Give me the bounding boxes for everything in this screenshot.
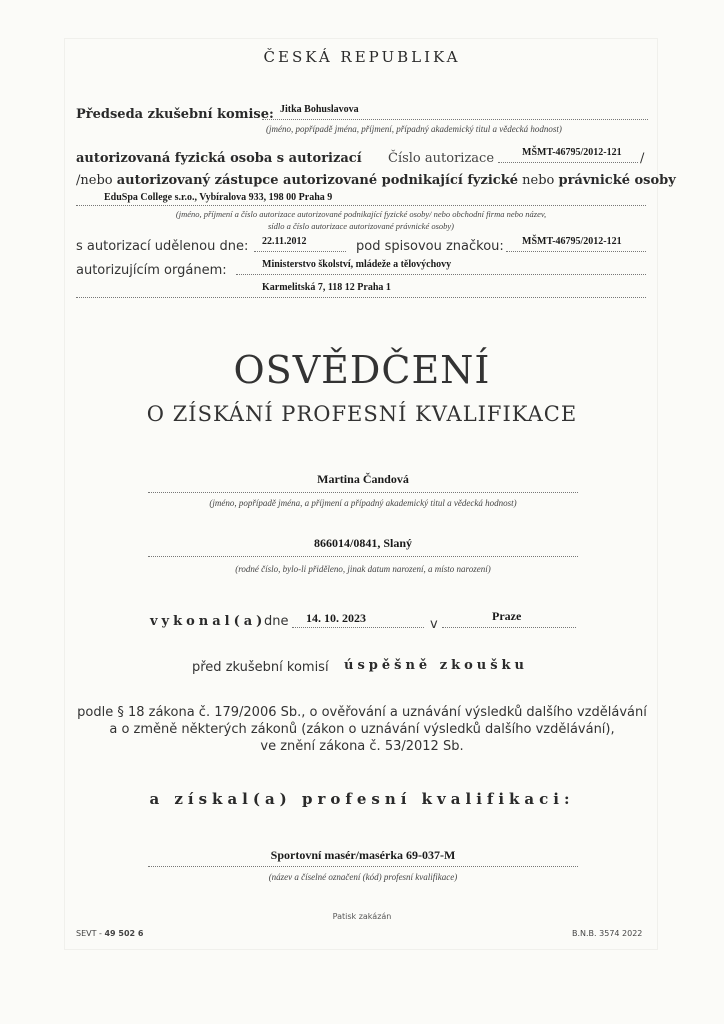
certificate-title: OSVĚDČENÍ bbox=[233, 348, 491, 392]
place-label: v bbox=[430, 617, 438, 632]
holder-birth-note: (rodné číslo, bylo-li přiděleno, jinak datum narození, a místo narození) bbox=[235, 564, 491, 574]
holder-name: Martina Čandová bbox=[317, 472, 409, 486]
exam-place-line bbox=[442, 627, 576, 628]
authorization-number-line bbox=[498, 162, 638, 163]
representative-bold-2: právnické osoby bbox=[558, 173, 676, 188]
exam-place: Praze bbox=[492, 609, 522, 623]
representative-bold-1: autorizovaný zástupce autorizované podnikající fyzické bbox=[116, 173, 518, 188]
commission-text: před zkušební komisí bbox=[192, 660, 329, 675]
exam-date-line bbox=[292, 627, 424, 628]
law-line-2: a o změně některých zákonů (zákon o uznávání výsledků dalšího vzdělávání), bbox=[109, 722, 615, 737]
granted-line bbox=[254, 251, 346, 252]
footer-right: B.N.B. 3574 2022 bbox=[572, 929, 643, 938]
authorization-slash: / bbox=[640, 151, 645, 166]
authority-label: autorizujícím orgánem: bbox=[76, 263, 227, 278]
footer-left-prefix: SEVT - bbox=[76, 929, 105, 938]
success-text: úspěšně zkoušku bbox=[344, 658, 528, 673]
granted-label: s autorizací udělenou dne: bbox=[76, 239, 249, 254]
qualification-value: Sportovní masér/masérka 69-037-M bbox=[270, 848, 456, 862]
authorized-person-label: autorizovaná fyzická osoba s autorizací bbox=[76, 151, 362, 166]
law-line-1: podle § 18 zákona č. 179/2006 Sb., o ověřování a uznávání výsledků dalšího vzdělávání bbox=[77, 705, 647, 720]
or-middle: nebo bbox=[518, 173, 559, 188]
authority-line bbox=[236, 274, 646, 275]
footer-left bbox=[76, 929, 143, 938]
entity-note-1: (jméno, příjmení a číslo autorizace autorizované podnikající fyzické osoby/ nebo obchodní firma nebo název, bbox=[175, 209, 547, 219]
entity-note-2: sídlo a číslo autorizace autorizované právnické osoby) bbox=[267, 221, 455, 231]
qualification-line bbox=[148, 866, 578, 867]
performed-label: vykonal(a) bbox=[150, 614, 267, 629]
qualification-heading: a získal(a) profesní kvalifikaci: bbox=[149, 790, 575, 808]
entity-line bbox=[76, 205, 646, 206]
exam-date: 14. 10. 2023 bbox=[306, 611, 366, 625]
reprint-notice: Patisk zakázán bbox=[332, 912, 392, 921]
authorization-number-value: MŠMT-46795/2012-121 bbox=[522, 147, 622, 158]
commission-label: Předseda zkušební komise: bbox=[76, 107, 274, 122]
authority-value: Ministerstvo školství, mládeže a tělovýchovy bbox=[262, 259, 452, 270]
entity-value: EduSpa College s.r.o., Vybíralova 933, 198 00 Praha 9 bbox=[104, 192, 333, 203]
commission-value: Jitka Bohuslavova bbox=[280, 104, 359, 115]
commission-note: (jméno, popřípadě jména, příjmení, případný akademický titul a vědecká hodnost) bbox=[266, 124, 562, 134]
holder-birth: 866014/0841, Slaný bbox=[313, 536, 412, 550]
qualification-note: (název a číselné označení (kód) profesní kvalifikace) bbox=[268, 872, 458, 882]
authority-address: Karmelitská 7, 118 12 Praha 1 bbox=[262, 282, 391, 293]
footer-left-code: 49 502 6 bbox=[104, 929, 144, 938]
file-value: MŠMT-46795/2012-121 bbox=[522, 236, 622, 247]
date-label: dne bbox=[264, 614, 289, 629]
authorization-number-label: Číslo autorizace bbox=[388, 151, 495, 166]
law-line-3: ve znění zákona č. 53/2012 Sb. bbox=[260, 739, 464, 754]
country-header: ČESKÁ REPUBLIKA bbox=[263, 48, 461, 66]
holder-birth-line bbox=[148, 556, 578, 557]
file-line bbox=[506, 251, 646, 252]
file-label: pod spisovou značkou: bbox=[356, 239, 504, 254]
authority-address-line bbox=[76, 297, 646, 298]
certificate-subtitle: O ZÍSKÁNÍ PROFESNÍ KVALIFIKACE bbox=[146, 402, 578, 426]
granted-value: 22.11.2012 bbox=[262, 236, 307, 247]
commission-line bbox=[262, 119, 648, 120]
or-prefix: /nebo bbox=[76, 173, 117, 188]
holder-name-note: (jméno, popřípadě jména, a příjmení a případný akademický titul a vědecká hodnost) bbox=[209, 498, 517, 508]
holder-name-line bbox=[148, 492, 578, 493]
authorized-representative-line bbox=[76, 173, 676, 188]
